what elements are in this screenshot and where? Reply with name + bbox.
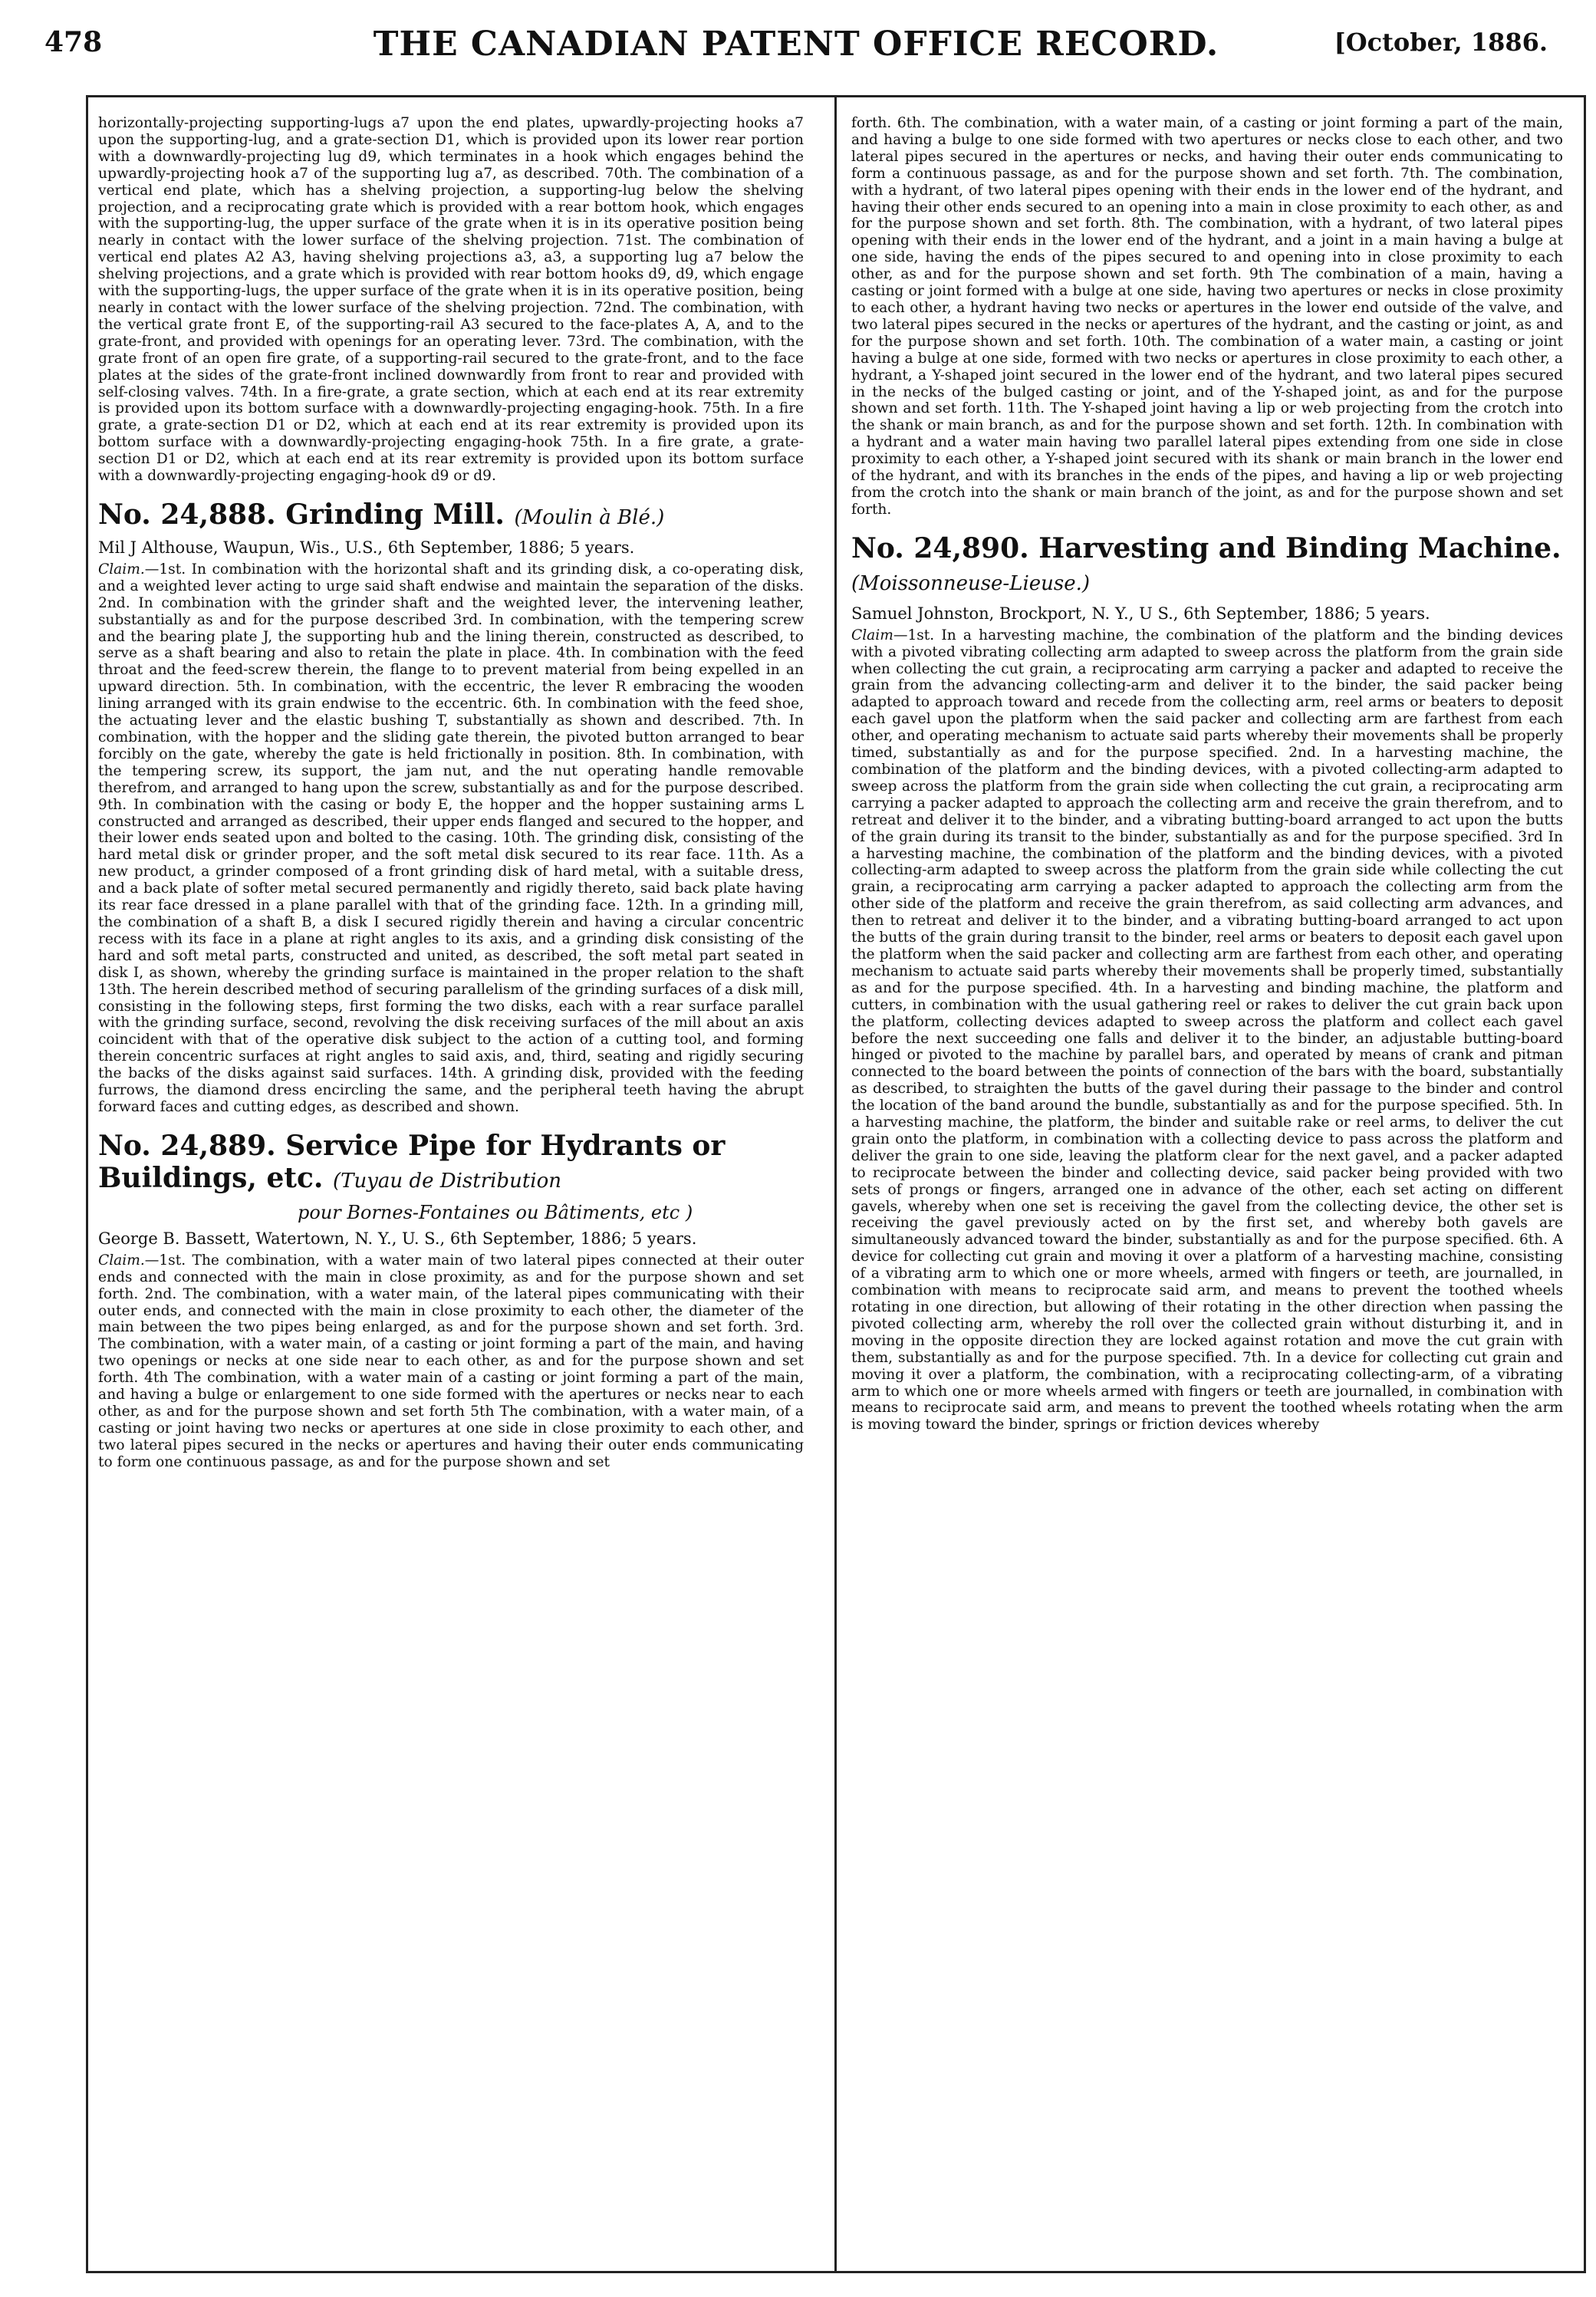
continued-claims: horizontally-projecting supporting-lugs a7 upon the end plates, upwardly-projecting hooks a7 upon the supporting-lug, and a grate-section D1, which is provided upon its lower rear portion with a downwardly-projecting lug d9, which terminates in a hook which engages behind the upwardly-projecting hook a7 of the supporting lug a7, as described. 70th. The combination of a vertical end plate, which has a shelving projection, a supporting-lug below the shelving projection, and a reciprocating grate which is provided with a rear bottom hook, which engages with the supporting-lug, the upper surface of the grate when it is in its operative position being nearly in contact with the lower surface of the shelving projection. 71st. The combination of vertical end plates A2 A3, having shelving projections a3, a3, a supporting lug a7 below the shelving projections, and a grate which is provided with rear bottom hooks d9, d9, which engage with the supporting-lugs, the upper surface of the grate when it is in its operative position, being nearly in contact with the lower surface of the shelving projection. 72nd. The combination, with the vertical grate front E, of the supporting-rail A3 secured to the face-plates A, A, and to the grate-front, and provided with openings for an operating lever. 73rd. The combination, with the grate front of an open fire grate, of a supporting-rail secured to the grate-front, and to the face plates at the sides of the grate-front inclined downwardly from front to rear and provided with self-closing valves. 74th. In a fire-grate, a grate section, which at each end at its rear extremity is provided upon its bottom surface with a downwardly-projecting engaging-hook. 75th. In a fire grate, a grate-section D1 or D2, which at each end at its rear extremity is provided upon its bottom surface with a downwardly-projecting engaging-hook 75th. In a fire grate, a grate-section D1 or D2, which at each end at its rear extremity is provided upon its bottom surface with a downwardly-projecting engaging-hook d9 or d9.: [98, 115, 804, 485]
continued-claims: forth. 6th. The combination, with a water main, of a casting or joint forming a part of the main, and having a bulge to one side formed with two apertures or necks close to each other, and two lateral pipes secured in the apertures or necks, and having their outer ends communicating to form a continuous passage, as and for the purpose shown and set forth. 7th. The combination, with a hydrant, of two lateral pipes opening with their ends in the lower end of the hydrant, and having their other ends secured to an opening into a main in close proximity to each other, as and for the purpose shown and set forth. 8th. The combination, with a hydrant, of two lateral pipes opening with their ends in the lower end of the hydrant, and a joint in a main having a bulge at one side, having the ends of the pipes secured to and opening into in close proximity to each other, as and for the purpose shown and set forth. 9th The combination of a main, having a casting or joint formed with a bulge at one side, having two apertures or necks in close proximity to each other, a hydrant having two necks or apertures in the lower end outside of the valve, and two lateral pipes secured in the necks or apertures of the hydrant, and the casting or joint, as and for the purpose shown and set forth. 10th. The combination of a water main, a casting or joint having a bulge at one side, formed with two necks or apertures in close proximity to each other, a hydrant, a Y-shaped joint secured in the lower end of the hydrant, and two lateral pipes secured in the necks of the bulged casting or joint, and of the Y-shaped joint, as and for the purpose shown and set forth. 11th. The Y-shaped joint having a lip or web projecting from the crotch into the shank or main branch, as and for the purpose shown and set forth. 12th. In combination with a hydrant and a water main having two parallel lateral pipes extending from one side in close proximity to each other, a Y-shaped joint secured with its shank or main branch in the lower end of the hydrant, and with its branches in the ends of the pipes, and having a lip or web projecting from the crotch into the shank or main branch of the joint, as and for the purpose shown and set forth.: [851, 115, 1563, 518]
claim-label: Claim.: [98, 561, 145, 578]
right-column: [851, 115, 1563, 2247]
left-column: [98, 115, 804, 2239]
patent-number: No. 24,889.: [98, 1129, 276, 1162]
french-title: (Tuyau de Distribution: [333, 1169, 561, 1193]
inventor-line: George B. Bassett, Watertown, N. Y., U. S., 6th September, 1886; 5 years.: [98, 1229, 697, 1248]
claim-label: Claim.: [98, 1252, 145, 1269]
patent-entry-24888: [98, 499, 804, 1116]
patent-title: Grinding Mill.: [285, 498, 505, 531]
inventor-line: Mil J Althouse, Waupun, Wis., U.S., 6th September, 1886; 5 years.: [98, 538, 635, 557]
claims-text: [98, 561, 804, 1116]
claim-label: Claim: [851, 627, 893, 643]
patent-title: Service Pipe for Hydrants or Buildings, etc.: [98, 1129, 726, 1194]
french-title: (Moissonneuse-Lieuse.): [851, 571, 1091, 595]
claims-text: [98, 1252, 804, 1471]
claim-body: —1st. The combination, with a water main of two lateral pipes connected at their outer ends and connected with the main in close proximity, as and for the purpose shown and set forth. 2nd. The combination, with a water main, of the lateral pipes communicating with their outer ends, and connected with the main in close proximity to each other, the diameter of the main between the two pipes being enlarged, as and for the purpose shown and set forth. 3rd. The combination, with a water main, of a casting or joint forming a part of the main, and having two openings or necks at one side near to each other, as and for the purpose shown and set forth. 4th The combination, with a water main of a casting or joint forming a part of the main, and having a bulge or enlargement to one side formed with the apertures or necks near to each other, as and for the purpose shown and set forth 5th The combination, with a water main, of a casting or joint having two necks or apertures at one side in close proximity to each other, and two lateral pipes secured in the necks or apertures and having their outer ends communicating to form one continuous passage, as and for the purpose shown and set: [98, 1252, 804, 1470]
patent-number: No. 24,888.: [98, 498, 276, 531]
patent-title: Harvesting and Binding Machine.: [1038, 531, 1561, 564]
page-number: 478: [44, 26, 103, 58]
patent-entry-24890: [851, 532, 1563, 1434]
entry-heading: [851, 532, 1563, 600]
entry-heading: [98, 1130, 804, 1197]
claim-body: —1st. In combination with the horizontal shaft and its grinding disk, a co-operating disk, and a weighted lever acting to urge said shaft endwise and maintain the separation of the disks. 2nd. In combination with the grinder shaft and the weighted lever, the intervening leather, substantially as and for the purpose described 3rd. In combination, with the tempering screw and the bearing plate J, the supporting hub and the lining therein, constructed as described, to serve as a shaft bearing and also to retain the plate in place. 4th. In combination with the feed throat and the feed-screw therein, the flange to to prevent material from being expelled in an upward direction. 5th. In combination, with the eccentric, the lever R embracing the wooden lining arranged with its grain endwise to the eccentric. 6th. In combination with the feed shoe, the actuating lever and the elastic bushing T, substantially as shown and described. 7th. In combination, with the hopper and the sliding gate therein, the pivoted button arranged to bear forcibly on the gate, whereby the gate is held frictionally in position. 8th. In combination, with the tempering screw, its support, the jam nut, and the nut operating handle removable therefrom, and arranged to hang upon the screw, substantially as and for the purpose described. 9th. In combination with the casing or body E, the hopper and the hopper sustaining arms L constructed and arranged as described, their upper ends flanged and secured to the hopper, and their lower ends seated upon and bolted to the casing. 10th. The grinding disk, consisting of the hard metal disk or grinder proper, and the soft metal disk secured to its rear face. 11th. As a new product, a grinder composed of a front grinding disk of hard metal, with a suitable dress, and a back plate of softer metal secured permanently and rigidly thereto, said back plate having its rear face dressed in a plane parallel with that of the grinding face. 12th. In a grinding mill, the combination of a shaft B, a disk I secured rigidly therein and having a circular concentric recess with its face in a plane at right angles to its axis, and a grinding disk consisting of the hard and soft metal parts, constructed and united, as described, the soft metal part seated in disk I, as shown, whereby the grinding surface is maintained in the proper relation to the shaft 13th. The herein described method of securing parallelism of the grinding surfaces of a disk mill, consisting in the following steps, first forming the two disks, each with a rear surface parallel with the grinding surface, second, revolving the disk receiving surfaces of the mill about an axis coincident with that of the operative disk subject to the action of a cutting tool, and forming therein concentric surfaces at right angles to said axis, and, third, seating and rigidly securing the backs of the disks against said surfaces. 14th. A grinding disk, provided with the feeding furrows, the diamond dress encircling the same, and the peripheral teeth having the abrupt forward faces and cutting edges, as described and shown.: [98, 561, 804, 1115]
patent-number: No. 24,890.: [851, 531, 1029, 564]
entry-heading: [98, 499, 804, 534]
french-title-continued: pour Bornes-Fontaines ou Bâtiments, etc ): [298, 1201, 693, 1223]
issue-date: [October, 1886.: [1334, 28, 1548, 57]
page-header: [44, 18, 1548, 72]
inventor-line: Samuel Johnston, Brockport, N. Y., U S., 6th September, 1886; 5 years.: [851, 604, 1430, 623]
claim-body: —1st. In a harvesting machine, the combination of the platform and the binding devices with a pivoted vibrating collecting arm adapted to sweep across the platform from the grain side when collecting the cut grain, a reciprocating arm carrying a packer and adapted to receive the grain from the advancing collecting-arm and deliver it to the binder, the said packer being adapted to approach toward and recede from the collecting arm, reel arms or beaters to deposit each gavel upon the platform when the said packer and collecting arm are farthest from each other, and operating mechanism to actuate said parts whereby their movements shall be properly timed, substantially as and for the purpose specified. 2nd. In a harvesting machine, the combination of the platform and the binding devices, with a pivoted collecting-arm adapted to sweep across the platform from the grain side when collecting the cut grain, a reciprocating arm carrying a packer adapted to approach the collecting arm and receive the grain therefrom, and to retreat and deliver it to the binder, and a vibrating butting-board arranged to act upon the butts of the grain during its transit to the binder, substantially as and for the purpose specified. 3rd In a harvesting machine, the combination of the platform and the binding devices, with a pivoted collecting-arm adapted to sweep across the platform from the grain side while collecting the cut grain, a reciprocating arm carrying a packer adapted to approach the collecting arm from the other side of the platform and receive the grain therefrom, as said collecting arm advances, and then to retreat and deliver it to the binder, and a vibrating butting-board arranged to act upon the butts of the grain during transit to the binder, reel arms or beaters to deposit each gavel upon the platform when the said packer and collecting arm are farthest from each other, and operating mechanism to actuate said parts whereby their movements shall be properly timed, substantially as and for the purpose specified. 4th. In a harvesting and binding machine, the platform and cutters, in combination with the usual gathering reel or rakes to deliver the cut grain back upon the platform, collecting devices adapted to sweep across the platform and collect each gavel before the next succeeding one falls and deliver it to the binder, an adjustable butting-board hinged or pivoted to the machine by parallel bars, and operated by means of crank and pitman connected to the board between the points of connection of the bars with the board, substantially as described, to straighten the butts of the gavel during their passage to the binder and control the location of the band around the bundle, substantially as and for the purpose specified. 5th. In a harvesting machine, the platform, the binder and suitable rake or reel arms, to deliver the cut grain onto the platform, in combination with a collecting device to pass across the platform and deliver the grain to one side, leaving the platform clear for the next gavel, and a packer adapted to reciprocate between the binder and collecting device, said packer being provided with two sets of prongs or fingers, arranged one in advance of the other, each set acting on different gavels, whereby when one set is receiving the gavel from the collecting device, the other set is receiving the gavel previously acted on by the first set, and whereby both gavels are simultaneously advanced toward the binder, substantially as and for the purpose specified. 6th. A device for collecting cut grain and moving it over a platform of a harvesting machine, consisting of a vibrating arm to which one or more wheels, armed with fingers or teeth, are journalled, in combination with means to reciprocate said arm, and means to prevent the toothed wheels rotating in one direction, but allowing of their rotating in the other direction when passing the pivoted collecting arm, whereby the roll over the collected grain without disturbing it, and in moving in the opposite direction they are locked against rotation and move the cut grain with them, substantially as and for the purpose specified. 7th. In a device for collecting cut grain and moving it over a platform, the combination, with a reciprocating collecting-arm, of a vibrating arm to which one or more wheels armed with fingers or teeth are journalled, in combination with means to reciprocate said arm, and means to prevent the toothed wheels rotating when the arm is moving toward the binder, springs or friction devices whereby: [851, 627, 1563, 1433]
column-divider: [834, 95, 837, 2273]
patent-entry-24889: [98, 1130, 804, 1471]
claims-text: [851, 627, 1563, 1434]
publication-title: THE CANADIAN PATENT OFFICE RECORD.: [373, 25, 1219, 64]
french-title: (Moulin à Blé.): [514, 505, 665, 529]
